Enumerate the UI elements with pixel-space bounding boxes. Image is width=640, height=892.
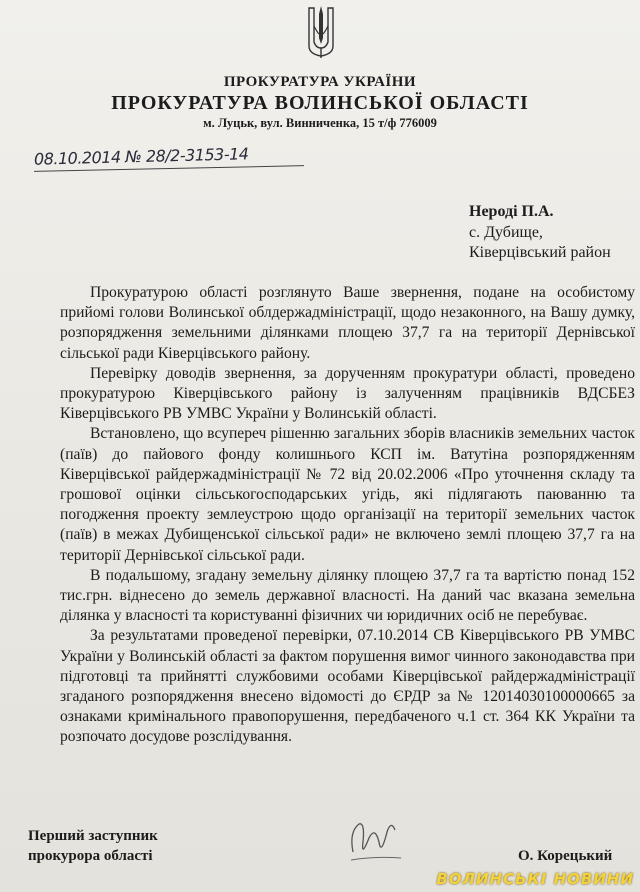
- paragraph-1: Прокуратурою області розглянуто Ваше звернення, подане на особистому прийомі голови Волинської облдержадміністрації, щодо незаконного, на Вашу думку, розпорядження земельними ділянками площею 37,7 га на території Дернівської сільської ради Ківерцівського району.: [60, 284, 635, 362]
- addressee-name: Нероді П.А.: [469, 203, 554, 220]
- paragraph-2: Перевірку доводів звернення, за дорученням прокуратури області, проведено прокуратурою Ківерцівського району із залученням працівників ВДСБЕЗ Ківерцівського РВ УМВС України у Волинській області.: [60, 364, 635, 423]
- letterhead-line2: ПРОКУРАТУРА ВОЛИНСЬКОЇ ОБЛАСТІ: [111, 92, 529, 114]
- watermark-logo: ВОЛИНСЬКІ НОВИНИ: [436, 870, 634, 888]
- paragraph-3: Встановлено, що всупереч рішенню загальних зборів власників земельних часток (паїв) до пайового фонду колишнього КСП ім. Ватутіна розпорядженням Ківерцівської райдержадміністрації № 72 від 20.02.2006 «Про уточнення складу та грошової оцінки сільськогосподарських угідь, які підлягають паюванню та погодження проекту землеустрою щодо організації на території земельних часток (паїв) в межах Дубищенської сільської ради» не включено землі площею 37,7 га на території Дернівської сільської ради.: [60, 425, 635, 564]
- signer-name: О. Корецький: [518, 848, 613, 864]
- addressee-district: Ківерцівський район: [469, 244, 611, 261]
- signer-title-line2: прокурора області: [28, 848, 153, 864]
- trident-emblem-icon: [308, 4, 334, 60]
- letterhead-line1: ПРОКУРАТУРА УКРАЇНИ: [223, 74, 417, 90]
- signer-title-line1: Перший заступник: [28, 828, 158, 844]
- letter-body: [60, 283, 635, 748]
- letterhead-address: м. Луцьк, вул. Винниченка, 15 т/ф 776009: [203, 116, 437, 130]
- handwritten-signature: [345, 812, 405, 872]
- addressee-village: с. Дубище,: [469, 224, 543, 241]
- paragraph-5: За результатами проведеної перевірки, 07.10.2014 СВ Ківерцівського РВ УМВС України у Волинській області за фактом порушення вимог чинного законодавства при підготовці та прийнятті службовими особами Ківерцівської райдержадміністрації згаданого розпорядження внесено відомості до ЄРДР за № 12014030100000665 за ознаками кримінального правопорушення, передбаченого ч.1 ст. 364 КК України та розпочато досудове розслідування.: [60, 627, 635, 746]
- paragraph-4: В подальшому, згадану земельну ділянку площею 37,7 га та вартістю понад 152 тис.грн. віднесено до земель державної власності. На даний час вказана земельна ділянка у власності та користуванні фізичних чи юридичних осіб не перебуває.: [60, 566, 635, 625]
- document-reference: 08.10.2014 № 28/2-3153-14: [33, 144, 249, 169]
